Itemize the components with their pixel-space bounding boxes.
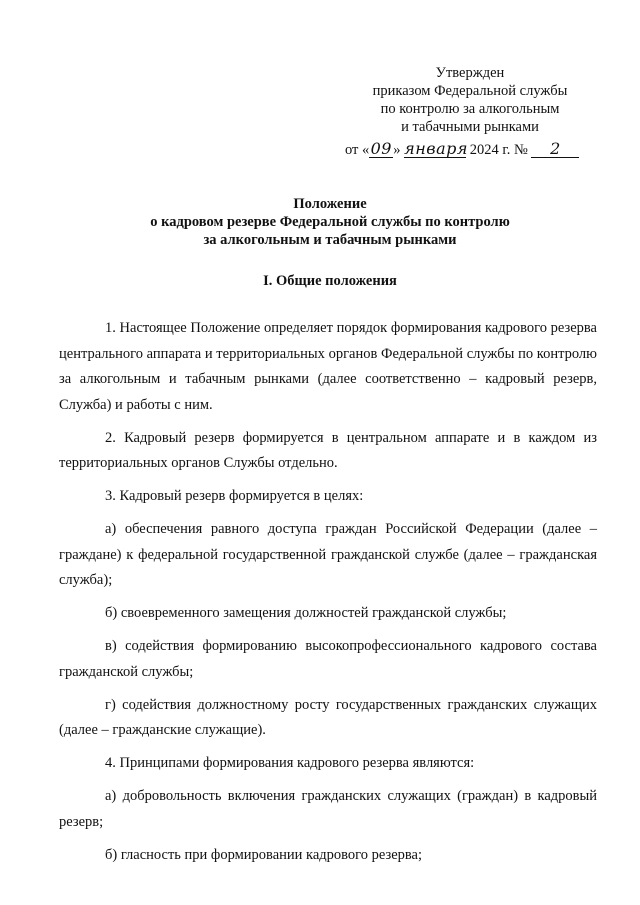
paragraph-1: 1. Настоящее Положение определяет порядок формирования кадрового резерва центрального аппарата и территориальных органов Федеральной службы по контролю за алкогольным и табачным рынками (далее соответственно – кадровый резерв, Служба) и работы с ним. bbox=[59, 320, 597, 413]
order-prefix: от « bbox=[345, 142, 370, 158]
title-line-3: за алкогольным и табачным рынками bbox=[203, 232, 457, 248]
order-quote-close: » bbox=[393, 142, 401, 158]
approval-line-2: приказом Федеральной службы bbox=[372, 83, 568, 99]
document-body bbox=[59, 316, 597, 876]
paragraph-3: 3. Кадровый резерв формируется в целях: bbox=[105, 488, 364, 504]
section-heading: I. Общие положения bbox=[263, 273, 397, 289]
paragraph-4a: а) добровольность включения гражданских служащих (граждан) в кадровый резерв; bbox=[59, 788, 597, 830]
paragraph-4b: б) гласность при формировании кадрового резерва; bbox=[105, 846, 423, 863]
order-number: 2 bbox=[531, 141, 579, 158]
paragraph-2: 2. Кадровый резерв формируется в центральном аппарате и в каждом из территориальных органов Службы отдельно. bbox=[59, 429, 597, 471]
approval-block bbox=[345, 64, 595, 136]
paragraph-3c: в) содействия формированию высокопрофессионального кадрового состава гражданской службы; bbox=[59, 638, 597, 680]
paragraph-4: 4. Принципами формирования кадрового резерва являются: bbox=[105, 755, 475, 771]
title-line-1: Положение bbox=[293, 196, 367, 212]
paragraph-3b: б) своевременного замещения должностей гражданской службы; bbox=[105, 605, 507, 621]
paragraph-3d: г) содействия должностному росту государственных гражданских служащих (далее – гражданские служащие). bbox=[59, 696, 597, 738]
order-month: января bbox=[404, 139, 468, 158]
approval-line-4: и табачными рынками bbox=[401, 119, 539, 135]
document-title bbox=[60, 195, 600, 249]
order-day: 09 bbox=[370, 139, 392, 158]
order-date-line bbox=[345, 140, 605, 160]
title-line-2: о кадровом резерве Федеральной службы по контролю bbox=[150, 214, 510, 230]
order-year: 2024 г. № bbox=[469, 142, 528, 158]
approval-line-3: по контролю за алкогольным bbox=[380, 101, 560, 117]
approval-line-1: Утвержден bbox=[435, 65, 505, 81]
paragraph-3a: а) обеспечения равного доступа граждан Российской Федерации (далее – граждане) к федеральной государственной гражданской службе (далее – гражданская служба); bbox=[59, 521, 597, 588]
